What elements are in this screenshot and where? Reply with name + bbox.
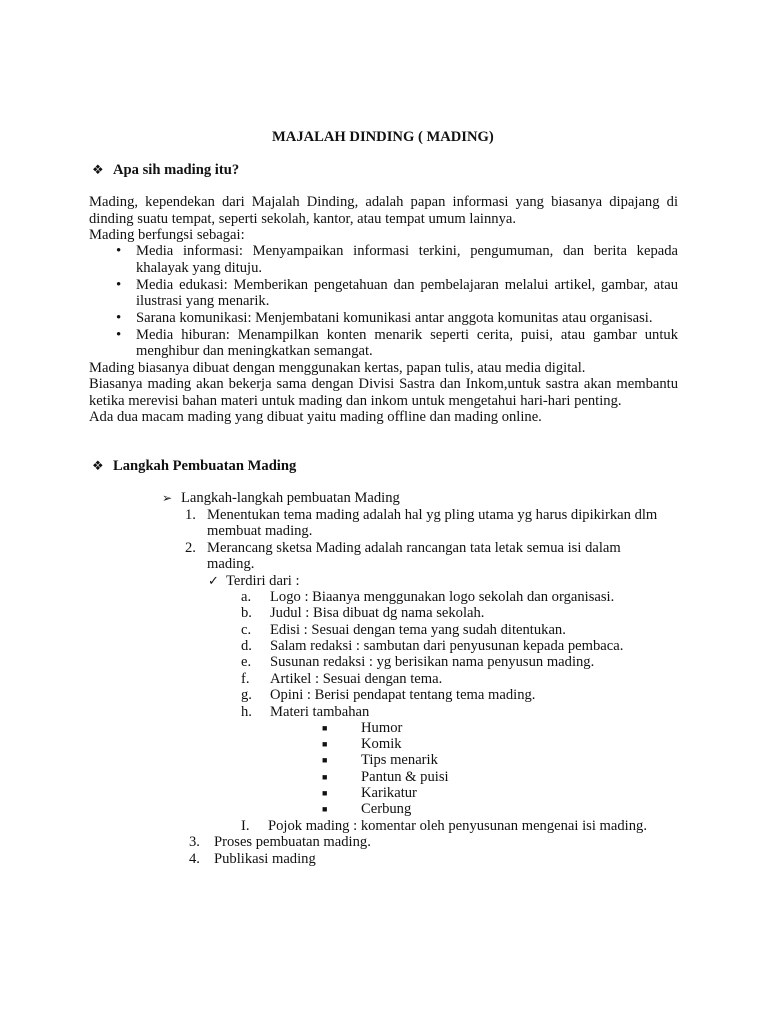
consists-of-label: Terdiri dari : (226, 573, 300, 589)
bullet-icon: • (116, 310, 122, 326)
square-bullet-icon: ■ (322, 804, 328, 814)
square-bullet-icon: ■ (322, 755, 328, 765)
part-letter: I. (241, 818, 250, 834)
part-text: Logo : Biaanya menggunakan logo sekolah dan organisasi. (270, 589, 615, 605)
extra-item: Humor (361, 720, 403, 736)
part-text: Artikel : Sesuai dengan tema. (270, 671, 443, 687)
function-item-line-1: Media hiburan: Menampilkan konten menarik seperti cerita, puisi, atau gambar untuk (136, 327, 678, 343)
function-item-line-1: Media informasi: Menyampaikan informasi terkini, pengumuman, dan berita kepada (136, 243, 678, 259)
step-4-text: Publikasi mading (214, 851, 316, 867)
check-bullet-icon: ✓ (208, 573, 219, 588)
document-title: MAJALAH DINDING ( MADING) (272, 129, 494, 145)
part-letter: h. (241, 704, 252, 720)
step-3-text: Proses pembuatan mading. (214, 834, 371, 850)
extra-item: Karikatur (361, 785, 417, 801)
function-item-line-1: Sarana komunikasi: Menjembatani komunikasi antar anggota komunitas atau organisasi. (136, 310, 653, 326)
part-text: Pojok mading : komentar oleh penyusunan mengenai isi mading. (268, 818, 647, 834)
extra-item: Tips menarik (361, 752, 438, 768)
extra-item: Cerbung (361, 801, 412, 817)
diamond-bullet-icon: ❖ (92, 162, 104, 177)
media-paragraph: Mading biasanya dibuat dengan menggunakan kertas, papan tulis, atau media digital. (89, 360, 586, 376)
square-bullet-icon: ■ (322, 739, 328, 749)
part-letter: g. (241, 687, 252, 703)
extra-item: Pantun & puisi (361, 769, 449, 785)
steps-subheading: Langkah-langkah pembuatan Mading (181, 490, 400, 506)
part-text: Opini : Berisi pendapat tentang tema mading. (270, 687, 536, 703)
part-text: Judul : Bisa dibuat dg nama sekolah. (270, 605, 485, 621)
function-item-line-2: menghibur dan meningkatkan semangat. (136, 343, 373, 359)
part-text: Edisi : Sesuai dengan tema yang sudah ditentukan. (270, 622, 566, 638)
function-item-line-1: Media edukasi: Memberikan pengetahuan dan pembelajaran melalui artikel, gambar, atau (136, 277, 678, 293)
step-number: 2. (185, 540, 196, 556)
step-number: 1. (185, 507, 196, 523)
bullet-icon: • (116, 243, 122, 259)
step-2-line-2: mading. (207, 556, 255, 572)
collab-paragraph-line-2: ketika merevisi bahan materi untuk mading dan inkom untuk mengetahui hari-hari penting. (89, 393, 622, 409)
intro-paragraph-line-2: dinding suatu tempat, seperti sekolah, kantor, atau tempat umum lainnya. (89, 211, 516, 227)
types-paragraph: Ada dua macam mading yang dibuat yaitu mading offline dan mading online. (89, 409, 542, 425)
part-letter: e. (241, 654, 252, 670)
part-letter: a. (241, 589, 252, 605)
function-item-line-2: ilustrasi yang menarik. (136, 293, 270, 309)
part-letter: f. (241, 671, 250, 687)
arrow-bullet-icon: ➢ (162, 491, 173, 505)
step-2-line-1: Merancang sketsa Mading adalah rancangan tata letak semua isi dalam (207, 540, 621, 556)
intro-paragraph-line-1: Mading, kependekan dari Majalah Dinding, adalah papan informasi yang biasanya dipajang di (89, 194, 678, 210)
function-item-line-2: khalayak yang dituju. (136, 260, 263, 276)
bullet-icon: • (116, 327, 122, 343)
part-letter: c. (241, 622, 252, 638)
function-intro: Mading berfungsi sebagai: (89, 227, 245, 243)
collab-paragraph-line-1: Biasanya mading akan bekerja sama dengan Divisi Sastra dan Inkom,untuk sastra akan membantu (89, 376, 678, 392)
bullet-icon: • (116, 277, 122, 293)
part-letter: d. (241, 638, 252, 654)
extra-item: Komik (361, 736, 402, 752)
step-1-line-2: membuat mading. (207, 523, 313, 539)
square-bullet-icon: ■ (322, 723, 328, 733)
part-letter: b. (241, 605, 252, 621)
part-text: Materi tambahan (270, 704, 370, 720)
section-heading-what-is-mading: Apa sih mading itu? (113, 162, 240, 178)
diamond-bullet-icon: ❖ (92, 458, 104, 473)
part-text: Susunan redaksi : yg berisikan nama penyusun mading. (270, 654, 595, 670)
step-number: 4. (189, 851, 200, 867)
square-bullet-icon: ■ (322, 788, 328, 798)
section-heading-steps: Langkah Pembuatan Mading (113, 458, 297, 474)
step-1-line-1: Menentukan tema mading adalah hal yg pling utama yg harus dipikirkan dlm (207, 507, 658, 523)
square-bullet-icon: ■ (322, 772, 328, 782)
step-number: 3. (189, 834, 200, 850)
part-text: Salam redaksi : sambutan dari penyusunan kepada pembaca. (270, 638, 624, 654)
